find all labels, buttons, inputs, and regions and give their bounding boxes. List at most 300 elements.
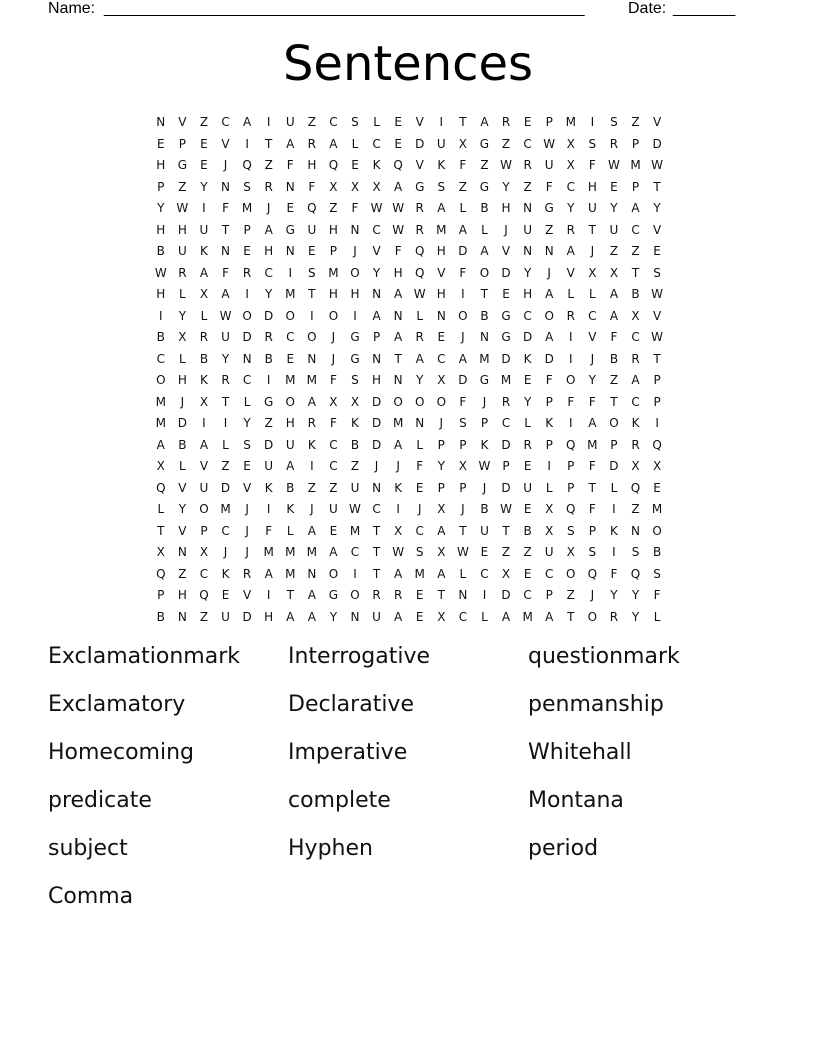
grid-letter: L: [286, 523, 294, 538]
grid-letter: R: [609, 609, 619, 624]
grid-letter: S: [653, 566, 661, 581]
grid-letter: N: [177, 609, 187, 624]
grid-letter: X: [156, 545, 165, 559]
grid-letter: A: [286, 459, 295, 473]
grid-letter: T: [372, 566, 381, 581]
grid-letter: X: [545, 502, 554, 516]
grid-letter: E: [523, 373, 532, 387]
grid-letter: I: [353, 566, 357, 581]
grid-letter: C: [221, 115, 230, 129]
grid-letter: H: [177, 373, 187, 387]
grid-letter: X: [631, 308, 640, 323]
grid-letter: N: [285, 244, 295, 258]
grid-letter: J: [266, 201, 271, 215]
grid-letter: U: [177, 244, 187, 258]
grid-letter: B: [286, 480, 295, 495]
grid-letter: H: [393, 265, 403, 280]
grid-letter: W: [392, 201, 405, 215]
grid-letter: H: [177, 588, 187, 602]
grid-letter: A: [286, 609, 295, 624]
grid-letter: A: [480, 115, 489, 129]
grid-letter: M: [587, 437, 598, 452]
grid-letter: X: [566, 136, 575, 151]
grid-letter: A: [458, 351, 467, 366]
grid-letter: A: [264, 566, 273, 581]
grid-letter: Y: [416, 373, 424, 387]
grid-letter: I: [590, 115, 595, 129]
grid-letter: W: [651, 330, 664, 344]
grid-letter: R: [501, 115, 511, 129]
grid-letter: V: [242, 588, 252, 602]
grid-letter: O: [328, 566, 339, 581]
grid-letter: T: [588, 222, 597, 237]
grid-letter: N: [523, 244, 533, 258]
grid-letter: P: [545, 437, 553, 452]
grid-letter: G: [415, 179, 425, 194]
grid-letter: I: [396, 502, 400, 516]
grid-row: [150, 456, 668, 478]
grid-letter: M: [155, 394, 166, 409]
grid-letter: N: [393, 373, 403, 387]
grid-letter: O: [285, 308, 295, 323]
grid-letter: L: [200, 308, 208, 323]
grid-letter: K: [264, 480, 273, 495]
grid-letter: G: [177, 158, 188, 172]
grid-letter: Y: [437, 459, 445, 473]
grid-letter: E: [523, 459, 532, 473]
grid-letter: Z: [545, 222, 554, 237]
grid-letter: N: [221, 244, 231, 258]
grid-letter: N: [631, 523, 640, 538]
grid-letter: Y: [567, 201, 575, 215]
grid-letter: S: [631, 545, 640, 559]
grid-letter: N: [350, 609, 360, 624]
grid-letter: P: [545, 394, 553, 409]
grid-letter: Y: [329, 609, 338, 624]
grid-letter: K: [221, 566, 230, 581]
grid-letter: G: [544, 201, 554, 215]
grid-letter: J: [482, 480, 487, 495]
grid-letter: U: [587, 201, 597, 215]
grid-letter: A: [566, 244, 575, 258]
grid-letter: A: [545, 609, 554, 624]
grid-letter: D: [371, 394, 382, 409]
header: [48, 0, 748, 20]
grid-letter: D: [371, 437, 382, 452]
grid-letter: R: [307, 416, 316, 430]
grid-letter: D: [501, 588, 511, 602]
word-list-item: Declarative: [288, 692, 414, 717]
grid-letter: D: [415, 136, 425, 151]
grid-letter: B: [523, 523, 532, 538]
grid-letter: X: [588, 265, 597, 280]
grid-letter: A: [307, 588, 316, 602]
grid-letter: C: [415, 523, 424, 538]
grid-letter: A: [199, 437, 209, 452]
grid-letter: R: [415, 201, 424, 215]
grid-letter: H: [372, 373, 382, 387]
grid-letter: Y: [523, 394, 532, 409]
grid-letter: Y: [588, 373, 597, 387]
grid-letter: I: [202, 201, 206, 215]
grid-row: [150, 564, 668, 586]
grid-letter: I: [266, 115, 271, 129]
grid-letter: I: [266, 502, 271, 516]
grid-letter: R: [242, 566, 252, 581]
grid-letter: Z: [178, 179, 187, 194]
grid-letter: M: [630, 158, 641, 172]
grid-letter: Q: [156, 566, 166, 581]
grid-letter: K: [631, 416, 640, 430]
name-label: Name:: [48, 0, 96, 17]
grid-letter: S: [437, 179, 446, 194]
grid-letter: T: [394, 351, 402, 366]
grid-letter: L: [459, 566, 467, 581]
grid-letter: Q: [242, 158, 252, 172]
grid-letter: T: [588, 480, 597, 495]
grid-letter: T: [372, 545, 381, 559]
grid-letter: M: [328, 265, 339, 280]
grid-letter: E: [480, 545, 489, 559]
grid-letter: U: [221, 609, 230, 624]
grid-letter: R: [523, 158, 532, 172]
grid-letter: E: [200, 158, 208, 172]
grid-letter: Q: [652, 437, 662, 452]
grid-letter: B: [350, 437, 360, 452]
grid-letter: L: [416, 437, 424, 452]
grid-letter: Z: [264, 416, 273, 430]
grid-letter: A: [394, 330, 403, 344]
grid-letter: J: [461, 502, 465, 516]
grid-letter: T: [502, 523, 510, 538]
grid-letter: P: [631, 179, 640, 194]
grid-letter: L: [545, 480, 553, 495]
grid-letter: E: [243, 459, 251, 473]
grid-letter: S: [243, 437, 251, 452]
grid-letter: T: [308, 287, 316, 301]
grid-letter: S: [351, 115, 359, 129]
grid-letter: D: [371, 416, 382, 430]
grid-letter: R: [415, 330, 424, 344]
grid-letter: P: [459, 437, 467, 452]
grid-letter: C: [523, 136, 532, 151]
grid-letter: R: [566, 222, 575, 237]
grid-letter: F: [394, 244, 402, 258]
grid-letter: G: [264, 394, 274, 409]
grid-letter: X: [545, 523, 554, 538]
grid-letter: U: [480, 523, 489, 538]
grid-letter: P: [157, 588, 165, 602]
grid-letter: F: [653, 588, 661, 602]
grid-letter: A: [394, 179, 403, 194]
grid-letter: X: [329, 179, 338, 194]
grid-letter: Y: [178, 502, 187, 516]
grid-letter: W: [500, 502, 512, 516]
grid-letter: T: [157, 523, 165, 538]
grid-letter: H: [587, 179, 597, 194]
grid-letter: Z: [178, 566, 187, 581]
grid-letter: Z: [631, 502, 640, 516]
grid-letter: P: [459, 480, 467, 495]
grid-letter: O: [242, 308, 252, 323]
word-list-item: Interrogative: [288, 644, 431, 669]
grid-letter: E: [502, 287, 510, 301]
grid-letter: V: [242, 480, 252, 495]
grid-letter: I: [310, 459, 314, 473]
grid-letter: N: [285, 179, 295, 194]
grid-letter: I: [612, 545, 616, 559]
grid-letter: C: [221, 523, 230, 538]
grid-letter: X: [199, 545, 209, 559]
grid-letter: I: [461, 287, 465, 301]
grid-letter: Y: [502, 179, 510, 194]
grid-letter: D: [501, 480, 511, 495]
grid-letter: Q: [199, 588, 209, 602]
grid-letter: P: [437, 437, 445, 452]
grid-letter: X: [178, 330, 187, 344]
grid-letter: E: [523, 502, 532, 516]
grid-letter: F: [329, 373, 337, 387]
grid-letter: K: [372, 158, 381, 172]
grid-letter: J: [245, 502, 249, 516]
grid-letter: U: [372, 609, 381, 624]
grid-letter: J: [374, 459, 379, 473]
grid-letter: X: [501, 566, 511, 581]
grid-letter: Y: [653, 201, 661, 215]
grid-letter: C: [199, 566, 209, 581]
grid-letter: C: [458, 609, 468, 624]
grid-letter: N: [156, 115, 166, 129]
grid-letter: L: [567, 287, 575, 301]
grid-letter: U: [523, 480, 533, 495]
grid-letter: S: [566, 523, 575, 538]
grid-letter: B: [178, 437, 187, 452]
grid-letter: X: [631, 459, 640, 473]
grid-row: [150, 155, 668, 177]
grid-letter: I: [310, 308, 314, 323]
grid-letter: Z: [199, 115, 209, 129]
grid-letter: Q: [393, 158, 403, 172]
grid-letter: V: [437, 265, 446, 280]
grid-letter: R: [242, 265, 252, 280]
grid-letter: L: [459, 201, 467, 215]
word-list-item: subject: [48, 836, 128, 861]
grid-letter: F: [351, 201, 359, 215]
grid-letter: M: [285, 373, 296, 387]
grid-letter: Q: [566, 502, 576, 516]
grid-letter: D: [501, 351, 511, 366]
grid-letter: H: [307, 158, 317, 172]
grid-letter: O: [566, 373, 576, 387]
grid-row: [150, 134, 668, 156]
grid-letter: S: [610, 115, 618, 129]
grid-row: [150, 327, 668, 349]
grid-letter: F: [222, 265, 229, 280]
grid-letter: K: [609, 523, 618, 538]
grid-letter: H: [328, 222, 338, 237]
grid-letter: Z: [609, 373, 619, 387]
grid-letter: A: [545, 330, 554, 344]
grid-letter: R: [523, 437, 532, 452]
grid-letter: L: [610, 480, 618, 495]
grid-letter: E: [653, 244, 661, 258]
grid-row: [150, 585, 668, 607]
grid-letter: V: [199, 459, 209, 473]
grid-letter: B: [156, 244, 165, 258]
grid-letter: I: [612, 502, 616, 516]
grid-letter: O: [566, 566, 576, 581]
grid-letter: E: [415, 609, 424, 624]
grid-row: [150, 306, 668, 328]
grid-letter: U: [350, 480, 360, 495]
grid-letter: X: [609, 265, 619, 280]
grid-letter: J: [547, 265, 551, 280]
grid-letter: A: [286, 136, 295, 151]
grid-letter: J: [223, 158, 228, 172]
grid-letter: V: [372, 244, 381, 258]
grid-letter: T: [567, 609, 575, 624]
grid-letter: P: [329, 244, 338, 258]
grid-letter: E: [221, 588, 230, 602]
grid-letter: I: [569, 351, 573, 366]
word-list-item: predicate: [48, 788, 152, 813]
grid-letter: Z: [350, 459, 360, 473]
grid-letter: U: [199, 480, 209, 495]
grid-letter: J: [310, 502, 314, 516]
grid-letter: Q: [587, 566, 598, 581]
grid-letter: I: [353, 308, 357, 323]
grid-letter: I: [655, 416, 659, 430]
grid-letter: O: [458, 308, 468, 323]
grid-letter: G: [350, 351, 360, 366]
grid-row: [150, 241, 668, 263]
grid-letter: U: [285, 115, 295, 129]
grid-letter: E: [200, 136, 208, 151]
grid-letter: Q: [566, 437, 576, 452]
grid-letter: A: [264, 222, 273, 237]
grid-letter: Y: [631, 588, 640, 602]
grid-letter: A: [415, 351, 424, 366]
grid-letter: N: [221, 179, 231, 194]
grid-letter: K: [200, 244, 208, 258]
grid-letter: Z: [631, 115, 640, 129]
grid-letter: K: [351, 416, 359, 430]
grid-letter: O: [350, 588, 360, 602]
grid-letter: A: [588, 416, 597, 430]
grid-letter: S: [243, 179, 251, 194]
grid-letter: Y: [372, 265, 381, 280]
grid-letter: F: [459, 394, 467, 409]
grid-letter: F: [222, 201, 229, 215]
grid-letter: P: [243, 222, 251, 237]
grid-letter: D: [458, 244, 468, 258]
grid-row: [150, 349, 668, 371]
grid-letter: G: [350, 330, 360, 344]
grid-letter: C: [350, 545, 360, 559]
grid-letter: Z: [264, 158, 273, 172]
grid-letter: N: [436, 308, 446, 323]
grid-letter: N: [458, 588, 468, 602]
grid-letter: J: [396, 459, 400, 473]
grid-letter: D: [220, 480, 231, 495]
grid-letter: A: [329, 545, 338, 559]
grid-letter: D: [177, 416, 187, 430]
grid-letter: N: [523, 201, 533, 215]
grid-letter: O: [544, 308, 554, 323]
grid-letter: W: [543, 136, 556, 151]
grid-letter: Y: [610, 588, 618, 602]
grid-letter: J: [590, 244, 595, 258]
grid-letter: A: [221, 287, 230, 301]
grid-letter: H: [436, 244, 446, 258]
grid-letter: F: [459, 158, 467, 172]
grid-letter: C: [631, 330, 640, 344]
grid-letter: O: [393, 394, 403, 409]
grid-letter: O: [285, 394, 295, 409]
grid-letter: P: [372, 330, 381, 344]
grid-letter: D: [458, 373, 468, 387]
grid-letter: U: [544, 545, 554, 559]
grid-letter: X: [437, 545, 446, 559]
grid-letter: H: [350, 287, 360, 301]
grid-letter: G: [479, 136, 490, 151]
grid-letter: Z: [221, 459, 230, 473]
grid-letter: R: [393, 588, 403, 602]
grid-letter: W: [154, 265, 167, 280]
grid-letter: O: [587, 609, 598, 624]
grid-letter: L: [179, 459, 186, 473]
grid-letter: D: [652, 136, 662, 151]
grid-letter: O: [199, 502, 209, 516]
grid-letter: L: [524, 416, 531, 430]
grid-letter: V: [415, 115, 424, 129]
word-list-item: questionmark: [528, 644, 680, 669]
grid-letter: F: [459, 265, 467, 280]
grid-letter: P: [610, 437, 618, 452]
grid-letter: Z: [566, 588, 575, 602]
grid-letter: S: [653, 265, 661, 280]
grid-letter: Z: [609, 244, 619, 258]
grid-letter: J: [180, 394, 185, 409]
grid-letter: N: [479, 330, 489, 344]
grid-letter: K: [394, 480, 403, 495]
grid-letter: R: [415, 222, 424, 237]
grid-letter: A: [394, 287, 403, 301]
grid-letter: U: [436, 136, 446, 151]
grid-letter: E: [286, 351, 295, 366]
grid-letter: F: [265, 523, 273, 538]
grid-letter: E: [653, 480, 661, 495]
grid-letter: A: [437, 566, 446, 581]
grid-letter: L: [653, 609, 661, 624]
grid-letter: K: [545, 416, 554, 430]
grid-letter: X: [458, 459, 467, 473]
grid-letter: K: [307, 437, 316, 452]
grid-letter: D: [242, 609, 252, 624]
grid-letter: Q: [415, 244, 425, 258]
grid-letter: S: [308, 265, 316, 280]
grid-letter: B: [631, 287, 640, 301]
grid-letter: A: [480, 244, 489, 258]
grid-letter: L: [481, 609, 488, 624]
grid-letter: J: [504, 222, 508, 237]
grid-letter: C: [264, 265, 273, 280]
grid-letter: F: [588, 459, 596, 473]
grid-row: [150, 284, 668, 306]
grid-letter: P: [653, 394, 661, 409]
grid-letter: X: [350, 394, 360, 409]
grid-letter: S: [459, 416, 467, 430]
